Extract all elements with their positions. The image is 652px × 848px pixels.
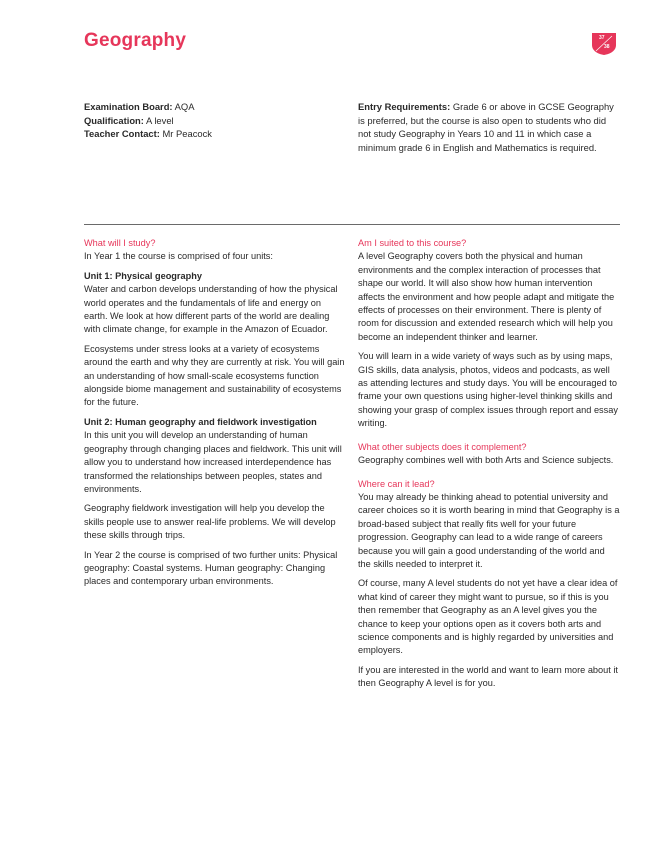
teacher-value: Mr Peacock	[162, 128, 212, 140]
unit1-title: Unit 1: Physical geography	[84, 270, 202, 281]
teacher-label: Teacher Contact:	[84, 128, 160, 140]
course-meta	[84, 100, 334, 141]
page-title: Geography	[84, 30, 187, 51]
left-column	[84, 237, 346, 595]
page-number-badge	[591, 32, 617, 56]
qualification-value: A level	[146, 114, 174, 126]
unit2-paragraph-1: In this unit you will develop an understanding of human geography through changing places and fieldwork. This unit will allow you to understand how increased interdependence has transformed the relationships between peoples, states and environments.	[84, 430, 342, 494]
heading-where-can-it-lead: Where can it lead?	[358, 478, 435, 489]
year2-paragraph: In Year 2 the course is comprised of two further units: Physical geography: Coastal systems. Human geography: Changing places and contemporary urban environments.	[84, 549, 338, 587]
teacher-row	[84, 127, 334, 141]
unit1-paragraph-1: Water and carbon develops understanding of how the physical world operates and the fundamentals of life and energy on earth. We look at how different parts of the world are dealing with climate change, for example in the Amazon of Ecuador.	[84, 284, 338, 335]
heading-complement: What other subjects does it complement?	[358, 441, 527, 452]
heading-am-i-suited: Am I suited to this course?	[358, 238, 467, 248]
heading-what-will-i-study: What will I study?	[84, 238, 156, 248]
study-intro: In Year 1 the course is comprised of four units:	[84, 251, 273, 262]
qualification-label: Qualification:	[84, 114, 144, 126]
entry-value: Grade 6 or above in GCSE Geography is preferred, but the course is also open to students who did not study Geography in Years 10 and 11 in which case a minimum grade 6 in English and Mathematics is required.	[358, 101, 614, 153]
section-divider	[84, 224, 620, 225]
entry-label: Entry Requirements:	[358, 101, 451, 112]
unit2-title: Unit 2: Human geography and fieldwork investigation	[84, 416, 317, 427]
exam-board-row	[84, 100, 334, 114]
lead-paragraph-2: Of course, many A level students do not yet have a clear idea of what kind of career they might want to pursue, so if this is you then remember that Geography as an A level gives you the chance to keep your options open as it covers both arts and science components and is highly regarded by universities and employers.	[358, 578, 618, 656]
qualification-row	[84, 114, 334, 128]
complement-paragraph: Geography combines well with both Arts and Science subjects.	[358, 455, 614, 466]
lead-paragraph-3: If you are interested in the world and want to learn more about it then Geography A level is for you.	[358, 664, 618, 689]
right-column	[358, 237, 620, 697]
suited-paragraph-1: A level Geography covers both the physical and human environments and the complex interaction of processes that shape our world. It will also show how human intervention affects the environment and how people adapt and mitigate the effects of processes on their environment. There is plenty of room for discussion and extended research which will help you become an independent thinker and learner.	[358, 251, 615, 342]
entry-requirements	[358, 100, 620, 154]
page-number-bottom: 38	[604, 44, 610, 50]
page-number-top: 37	[599, 35, 605, 41]
exam-board-value: AQA	[174, 101, 195, 112]
unit1-paragraph-2: Ecosystems under stress looks at a variety of ecosystems around the earth and why they are currently at risk. You will gain an understanding of how small-scale ecosystems function alongside biome management and sustainability of ecosystems for the future.	[84, 343, 345, 408]
unit2-paragraph-2: Geography fieldwork investigation will help you develop the skills people use to answer real-life problems. We will develop these skills through trips.	[84, 503, 336, 541]
suited-paragraph-2: You will learn in a wide variety of ways such as by using maps, GIS skills, data analysis, photos, videos and podcasts, as well as attending lectures and study days. You will be encouraged to frame your own questions using higher-level thinking skills and showing your grasp of complex issues through report and essay writing.	[358, 351, 618, 429]
exam-board-label: Examination Board:	[84, 101, 173, 112]
lead-paragraph-1: You may already be thinking ahead to potential university and career choices so it is worth bearing in mind that Geography is a broad-based subject that really fits well for your future progression. Geography can lead to a wide range of careers because you will gain a good understanding of the world and the skills needed to interpret it.	[358, 491, 620, 569]
